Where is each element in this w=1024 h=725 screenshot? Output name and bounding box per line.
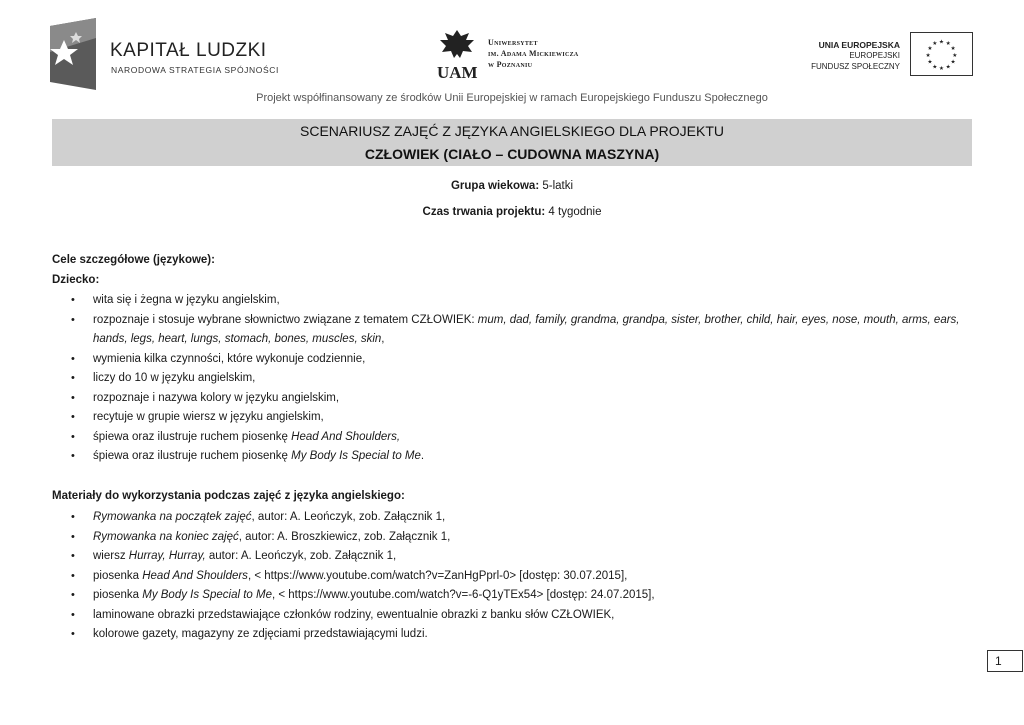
bullet-icon: •	[71, 589, 75, 601]
duration-value: 4 tygodnie	[545, 206, 602, 218]
eu-logo	[805, 32, 975, 78]
bullet-icon: •	[71, 411, 75, 423]
university-name-line2: im. Adama Mickiewicza	[488, 49, 579, 58]
svg-text:UAM: UAM	[437, 63, 478, 82]
university-name-line3: w Poznaniu	[488, 60, 533, 69]
bullet-icon: •	[71, 608, 75, 621]
child-label: Dziecko:	[52, 274, 100, 286]
bullet-icon: •	[71, 450, 75, 462]
list-item: • Rymowanka na koniec zajęć, autor: A. Broszkiewicz, zob. Załącznik 1,	[52, 528, 974, 548]
list-item: • wymienia kilka czynności, które wykonuje codziennie,	[52, 350, 974, 370]
svg-text:★: ★	[932, 64, 938, 71]
svg-text:★: ★	[925, 52, 931, 59]
bullet-icon: •	[71, 391, 75, 404]
duration-label: Czas trwania projektu:	[422, 206, 546, 218]
age-group-line	[0, 180, 1024, 192]
link-text: , < https://www.youtube.com/watch?v=ZanHgPprl-0> [dostęp: 30.07.2015],	[247, 569, 628, 582]
bullet-icon: •	[71, 530, 75, 543]
list-item: • liczy do 10 w języku angielskim,	[52, 369, 974, 389]
svg-text:★: ★	[927, 59, 933, 66]
link-text: , < https://www.youtube.com/watch?v=-6-Q1yTEx54> [dostęp: 24.07.2015],	[271, 589, 655, 601]
list-item: • rozpoznaje i stosuje wybrane słownictwo związane z tematem CZŁOWIEK: mum, dad, family, grandma, grandpa, sister, brother, child, hair, eyes, nose, mouth, arms, ears, hands, legs, heart, lungs, stomach, bones, muscles, skin,	[52, 311, 974, 350]
kapital-ludzki-logo	[50, 18, 280, 93]
svg-text:★: ★	[938, 39, 945, 46]
kapital-ludzki-subtitle: NARODOWA STRATEGIA SPÓJNOŚCI	[111, 65, 279, 75]
list-item: • Rymowanka na początek zajęć, autor: A. Leończyk, zob. Załącznik 1,	[52, 508, 974, 528]
list-item: • kolorowe gazety, magazyny ze zdjęciami przedstawiającymi ludzi.	[52, 625, 974, 645]
list-item: • laminowane obrazki przedstawiające członków rodziny, ewentualnie obrazki z banku słów CZŁOWIEK,	[52, 606, 974, 626]
esf-name-line2: FUNDUSZ SPOŁECZNY	[811, 62, 900, 71]
kapital-ludzki-title: KAPITAŁ LUDZKI	[110, 40, 267, 61]
bullet-icon: •	[71, 352, 75, 365]
list-item: • rozpoznaje i nazywa kolory w języku angielskim,	[52, 389, 974, 409]
list-item: • piosenka My Body Is Special to Me, < https://www.youtube.com/watch?v=-6-Q1yTEx54> [dostęp: 24.07.2015],	[52, 586, 974, 606]
eu-name: UNIA EUROPEJSKA	[818, 40, 900, 50]
list-item: • piosenka Head And Shoulders, < https://www.youtube.com/watch?v=ZanHgPprl-0> [dostęp: 30.07.2015],	[52, 567, 974, 587]
title-band	[52, 119, 972, 166]
list-item: • śpiewa oraz ilustruje ruchem piosenkę Head And Shoulders,	[52, 428, 974, 448]
page-number: 1	[987, 650, 1023, 672]
materials-list	[52, 508, 974, 645]
bullet-icon: •	[71, 511, 75, 523]
svg-text:★: ★	[938, 66, 945, 73]
list-item: • wiersz Hurray, Hurray, autor: A. Leończyk, zob. Załącznik 1,	[52, 547, 974, 567]
bullet-icon: •	[71, 294, 75, 306]
goals-list	[52, 291, 974, 467]
university-name-line1: Uniwersytet	[488, 38, 538, 47]
svg-text:★: ★	[950, 59, 956, 66]
list-item: • wita się i żegna w języku angielskim,	[52, 291, 974, 311]
age-group-label: Grupa wiekowa:	[450, 180, 540, 192]
eu-flag-icon	[910, 32, 973, 76]
svg-text:★: ★	[932, 41, 938, 48]
duration-line	[0, 206, 1024, 218]
list-item: • śpiewa oraz ilustruje ruchem piosenkę My Body Is Special to Me.	[52, 447, 974, 467]
bullet-icon: •	[71, 569, 75, 582]
bullet-icon: •	[71, 550, 75, 562]
bullet-icon: •	[71, 313, 75, 326]
svg-text:★: ★	[945, 41, 951, 48]
bullet-icon: •	[71, 430, 75, 443]
kapital-ludzki-emblem-icon	[50, 18, 96, 90]
svg-text:★: ★	[952, 52, 958, 59]
svg-text:★: ★	[950, 46, 956, 53]
svg-text:★: ★	[927, 46, 933, 53]
age-group-value: 5-latki	[539, 180, 574, 192]
svg-text:★: ★	[945, 64, 951, 71]
uam-logo	[436, 28, 626, 84]
list-item: • recytuje w grupie wiersz w języku angielskim,	[52, 408, 974, 428]
goals-heading: Cele szczegółowe (językowe):	[52, 254, 215, 266]
esf-name-line1: EUROPEJSKI	[849, 51, 900, 60]
materials-heading: Materiały do wykorzystania podczas zajęć z języka angielskiego:	[52, 490, 405, 502]
cofinance-note: Projekt współfinansowany ze środków Unii Europejskiej w ramach Europejskiego Funduszu Społecznego	[256, 92, 768, 104]
scenario-title: SCENARIUSZ ZAJĘĆ Z JĘZYKA ANGIELSKIEGO DLA PROJEKTU	[300, 123, 724, 139]
project-title: CZŁOWIEK (CIAŁO – CUDOWNA MASZYNA)	[364, 146, 660, 162]
bullet-icon: •	[71, 372, 75, 384]
bullet-icon: •	[71, 628, 75, 640]
uam-eagle-emblem-icon	[436, 28, 478, 82]
